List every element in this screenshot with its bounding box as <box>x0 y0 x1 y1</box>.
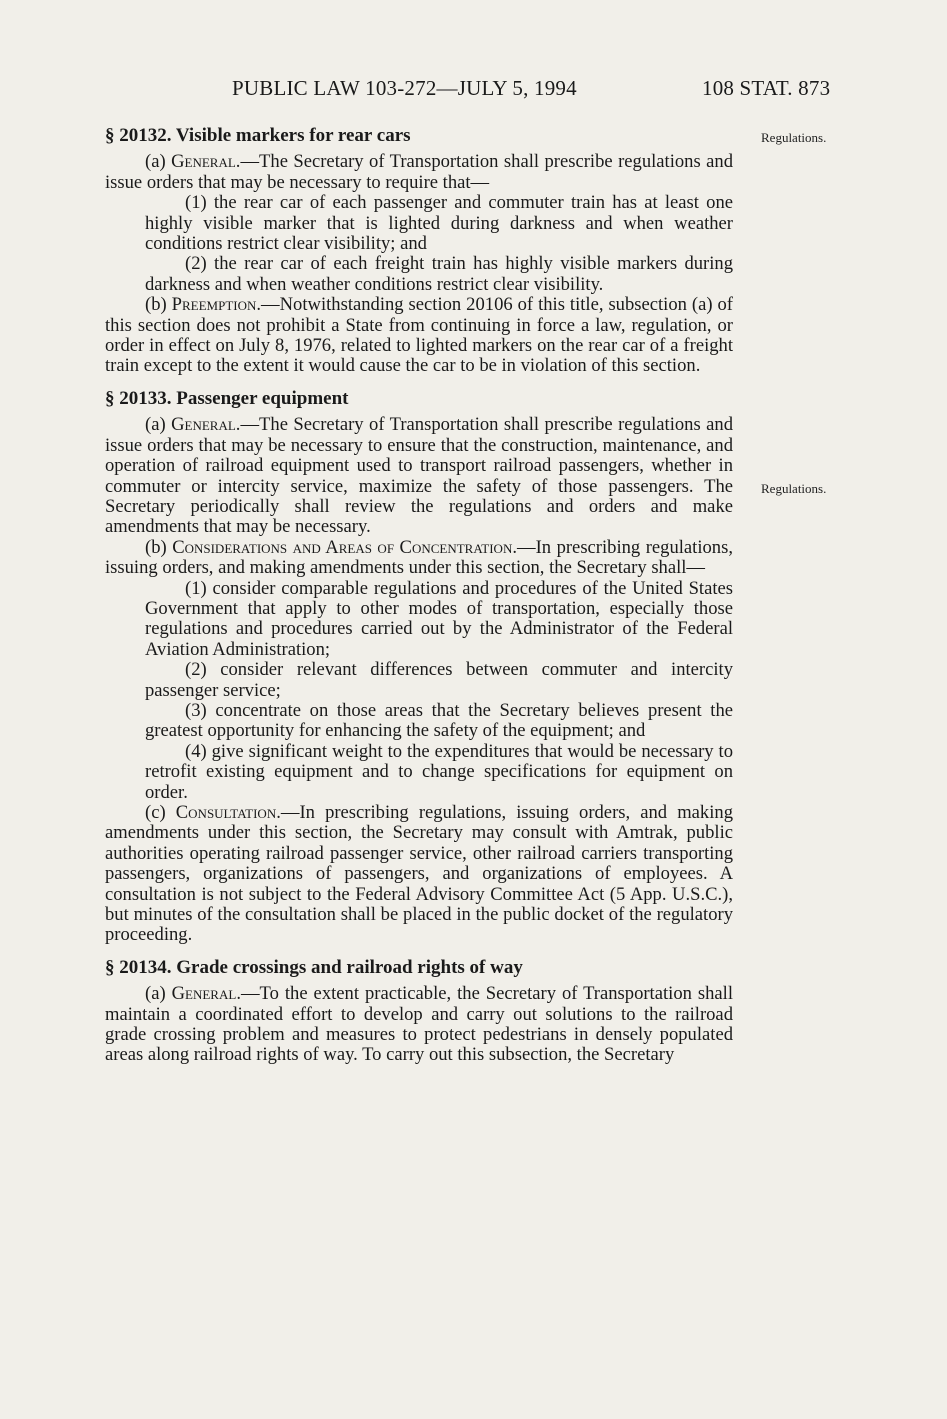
law-title: PUBLIC LAW 103-272—JULY 5, 1994 <box>232 76 577 100</box>
list-item: (1) consider comparable regulations and procedures of the United States Government that apply to other modes of transportation, especially those regulations and procedures carried out by the Administrator of the Federal Aviation Administration; <box>145 577 733 660</box>
list-item: (2) consider relevant differences between commuter and intercity passenger service; <box>145 659 733 701</box>
list-item: (3) concentrate on those areas that the Secretary believes present the greatest opportunity for enhancing the safety of the equipment; and <box>145 699 733 742</box>
list-item: (1) the rear car of each passenger and commuter train has at least one highly visible marker that is lighted during darkness and when weather conditions restrict clear visibility; and <box>145 192 733 255</box>
subsection-text: .—In prescribing regulations, issuing orders, and making amendments under this section, the Secretary shall— <box>105 536 733 579</box>
page-header <box>0 76 947 106</box>
subsection-title: General <box>171 151 236 173</box>
subsection-text: .—The Secretary of Transportation shall prescribe regulations and issue orders that may be necessary to require that— <box>105 151 733 193</box>
subsection-label: (a) <box>145 414 172 436</box>
subsection-title: General <box>171 983 237 1005</box>
section-heading-20134: § 20134. Grade crossings and railroad rights of way <box>105 956 523 978</box>
subsection-label: (a) <box>145 151 172 173</box>
section-heading-20133: § 20133. Passenger equipment <box>105 387 349 409</box>
document-body <box>105 126 733 1066</box>
statute-citation: 108 STAT. 873 <box>702 76 831 100</box>
margin-note-regulations-1: Regulations. <box>761 130 827 145</box>
subsection-text: .—Notwithstanding section 20106 of this title, subsection (a) of this section does not prohibit a State from continuing in force a law, regulation, or order in effect on July 8, 1976, related to lighted markers on the rear car of a freight train except to the extent it would cause the car to be in violation of this section. <box>105 294 733 377</box>
subsection-a-20134 <box>105 984 733 1066</box>
subsection-text: .—To the extent practicable, the Secretary of Transportation shall maintain a coordinated effort to develop and carry out solutions to the railroad grade crossing problem and measures to protect pedestrians in densely populated areas along railroad rights of way. To carry out this subsection, the Secretary <box>105 983 733 1066</box>
subsection-label: (b) <box>145 294 172 316</box>
subsection-a-20132 <box>105 152 733 193</box>
subsection-b-20133 <box>105 538 733 579</box>
subsection-title: General <box>171 414 236 436</box>
subsection-title: Considerations and Areas of Concentration <box>172 536 513 558</box>
subsection-text: .—The Secretary of Transportation shall prescribe regulations and issue orders that may be necessary to ensure that the construction, maintenance, and operation of railroad equipment used to transport railroad passengers, whether in commuter or intercity service, maximize the safety of those passengers. The Secretary periodically shall review the regulations and orders and make amendments that may be necessary. <box>105 414 733 538</box>
subsection-b-20132 <box>105 295 733 377</box>
list-item: (2) the rear car of each freight train has highly visible markers during darkness and when weather conditions restrict clear visibility. <box>145 253 733 295</box>
subsection-label: (b) <box>145 536 173 558</box>
subsection-a-20133 <box>105 415 733 537</box>
subsection-c-20133 <box>105 803 733 946</box>
subsection-title: Preemption <box>171 294 257 316</box>
list-item: (4) give significant weight to the expenditures that would be necessary to retrofit existing equipment and to change specifications for equipment on order. <box>145 740 733 803</box>
subsection-text: .—In prescribing regulations, issuing orders, and making amendments under this section, the Secretary may consult with Amtrak, public authorities operating railroad passenger service, other railroad carriers transporting passengers, organizations of passengers, and organizations of employees. A consultation is not subject to the Federal Advisory Committee Act (5 App. U.S.C.), but minutes of the consultation shall be placed in the public docket of the regulatory proceeding. <box>105 802 733 946</box>
margin-note-regulations-2: Regulations. <box>761 481 827 496</box>
subsection-title: Consultation <box>175 802 277 823</box>
subsection-label: (a) <box>145 983 172 1005</box>
section-heading-20132: § 20132. Visible markers for rear cars <box>105 125 411 146</box>
subsection-label: (c) <box>145 802 176 823</box>
